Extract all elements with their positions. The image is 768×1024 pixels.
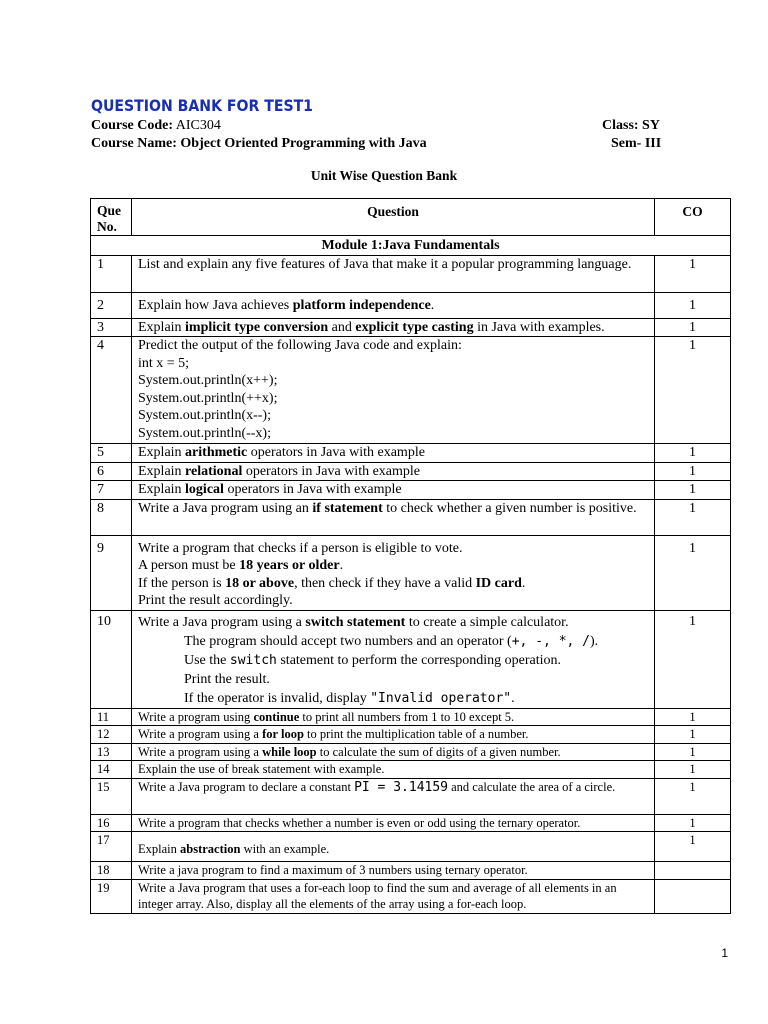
section-heading: Unit Wise Question Bank [310,168,458,183]
question-text: Explain logical operators in Java with example [132,481,655,500]
question-text: Write a program using a while loop to calculate the sum of digits of a given number. [132,743,655,761]
question-text: Write a program that checks if a person is eligible to vote. A person must be 18 years or older. If the person is 18 or above, then check if they have a valid ID card. Print the result accordingly. [132,535,655,610]
header-question: Question [132,199,655,236]
table-row: 19 Write a Java program that uses a for-each loop to find the sum and average of all elements in an integer array. Also, display all the elements of the array using a for-each loop. [91,879,731,913]
course-code [91,117,221,135]
question-text: Write a java program to find a maximum of 3 numbers using ternary operator. [132,862,655,880]
table-row: 16 Write a program that checks whether a number is even or odd using the ternary operator. 1 [91,814,731,832]
question-text: Explain arithmetic operators in Java with example [132,444,655,463]
page-number: 1 [721,946,728,960]
table-row: 1 List and explain any five features of Java that make it a popular programming language. 1 [91,255,731,292]
question-text: Write a program using a for loop to print the multiplication table of a number. [132,726,655,744]
table-row: 8 Write a Java program using an if statement to check whether a given number is positive. 1 [91,499,731,535]
question-text: Explain relational operators in Java with example [132,462,655,481]
question-text: Explain implicit type conversion and explicit type casting in Java with examples. [132,318,655,337]
table-row: 5 Explain arithmetic operators in Java with example 1 [91,444,731,463]
table-row: 13 Write a program using a while loop to calculate the sum of digits of a given number. 1 [91,743,731,761]
question-text: Write a Java program using a switch statement to create a simple calculator. The program should accept two numbers and an operator (+, -, *, /). Use the switch statement to perform the corresponding operation. Print the result. If the operator is invalid, display "Invalid operator". [132,610,655,708]
table-row: 7 Explain logical operators in Java with example 1 [91,481,731,500]
question-text: Write a Java program using an if statement to check whether a given number is positive. [132,499,655,535]
course-name [91,135,427,153]
course-code-label: Course Code: [91,118,174,133]
table-row: 11 Write a program using continue to print all numbers from 1 to 10 except 5. 1 [91,708,731,726]
table-row: 15 Write a Java program to declare a constant PI = 3.14159 and calculate the area of a circle. 1 [91,778,731,814]
table-row: 18 Write a java program to find a maximum of 3 numbers using ternary operator. [91,862,731,880]
question-text: Explain abstraction with an example. [132,832,655,862]
question-text: Write a Java program that uses a for-each loop to find the sum and average of all elements in an integer array. Also, display all the elements of the array using a for-each loop. [132,879,655,913]
table-row: 6 Explain relational operators in Java with example 1 [91,462,731,481]
table-row: 4 Predict the output of the following Java code and explain: int x = 5; System.out.println(x++); System.out.println(++x); System.out.println(x--); System.out.println(--x); 1 [91,337,731,444]
question-text: Write a program using continue to print all numbers from 1 to 10 except 5. [132,708,655,726]
class-label: Class: SY [602,118,660,133]
table-row: 9 Write a program that checks if a person is eligible to vote. A person must be 18 years or older. If the person is 18 or above, then check if they have a valid ID card. Print the result accordingly. 1 [91,535,731,610]
table-row: 17 Explain abstraction with an example. 1 [91,832,731,862]
course-name-label: Course Name: [91,136,177,151]
question-table [90,198,731,914]
question-text: List and explain any five features of Java that make it a popular programming language. [132,255,655,292]
sem-label: Sem- III [611,136,662,151]
table-row: 10 Write a Java program using a switch statement to create a simple calculator. The program should accept two numbers and an operator (+, -, *, /). Use the switch statement to perform the corresponding operation. Print the result. If the operator is invalid, display "Invalid operator". 1 [91,610,731,708]
table-header-row [91,199,731,236]
module-heading: Module 1:Java Fundamentals [91,236,731,256]
question-text: Write a Java program to declare a constant PI = 3.14159 and calculate the area of a circle. [132,778,655,814]
question-text: Explain the use of break statement with example. [132,761,655,779]
table-row: 2 Explain how Java achieves platform independence. 1 [91,292,731,318]
header-co: CO [655,199,731,236]
course-name-value: Object Oriented Programming with Java [180,136,427,151]
course-code-value: AIC304 [175,118,221,133]
document-title: QUESTION BANK FOR TEST1 [91,96,313,115]
table-row: 12 Write a program using a for loop to print the multiplication table of a number. 1 [91,726,731,744]
table-row: 3 Explain implicit type conversion and explicit type casting in Java with examples. 1 [91,318,731,337]
question-text: Write a program that checks whether a number is even or odd using the ternary operator. [132,814,655,832]
module-row [91,236,731,256]
header-que-no: Que No. [91,199,132,236]
question-text: Explain how Java achieves platform independence. [132,292,655,318]
table-row: 14 Explain the use of break statement with example. 1 [91,761,731,779]
question-text: Predict the output of the following Java code and explain: int x = 5; System.out.println(x++); System.out.println(++x); System.out.println(x--); System.out.println(--x); [132,337,655,444]
